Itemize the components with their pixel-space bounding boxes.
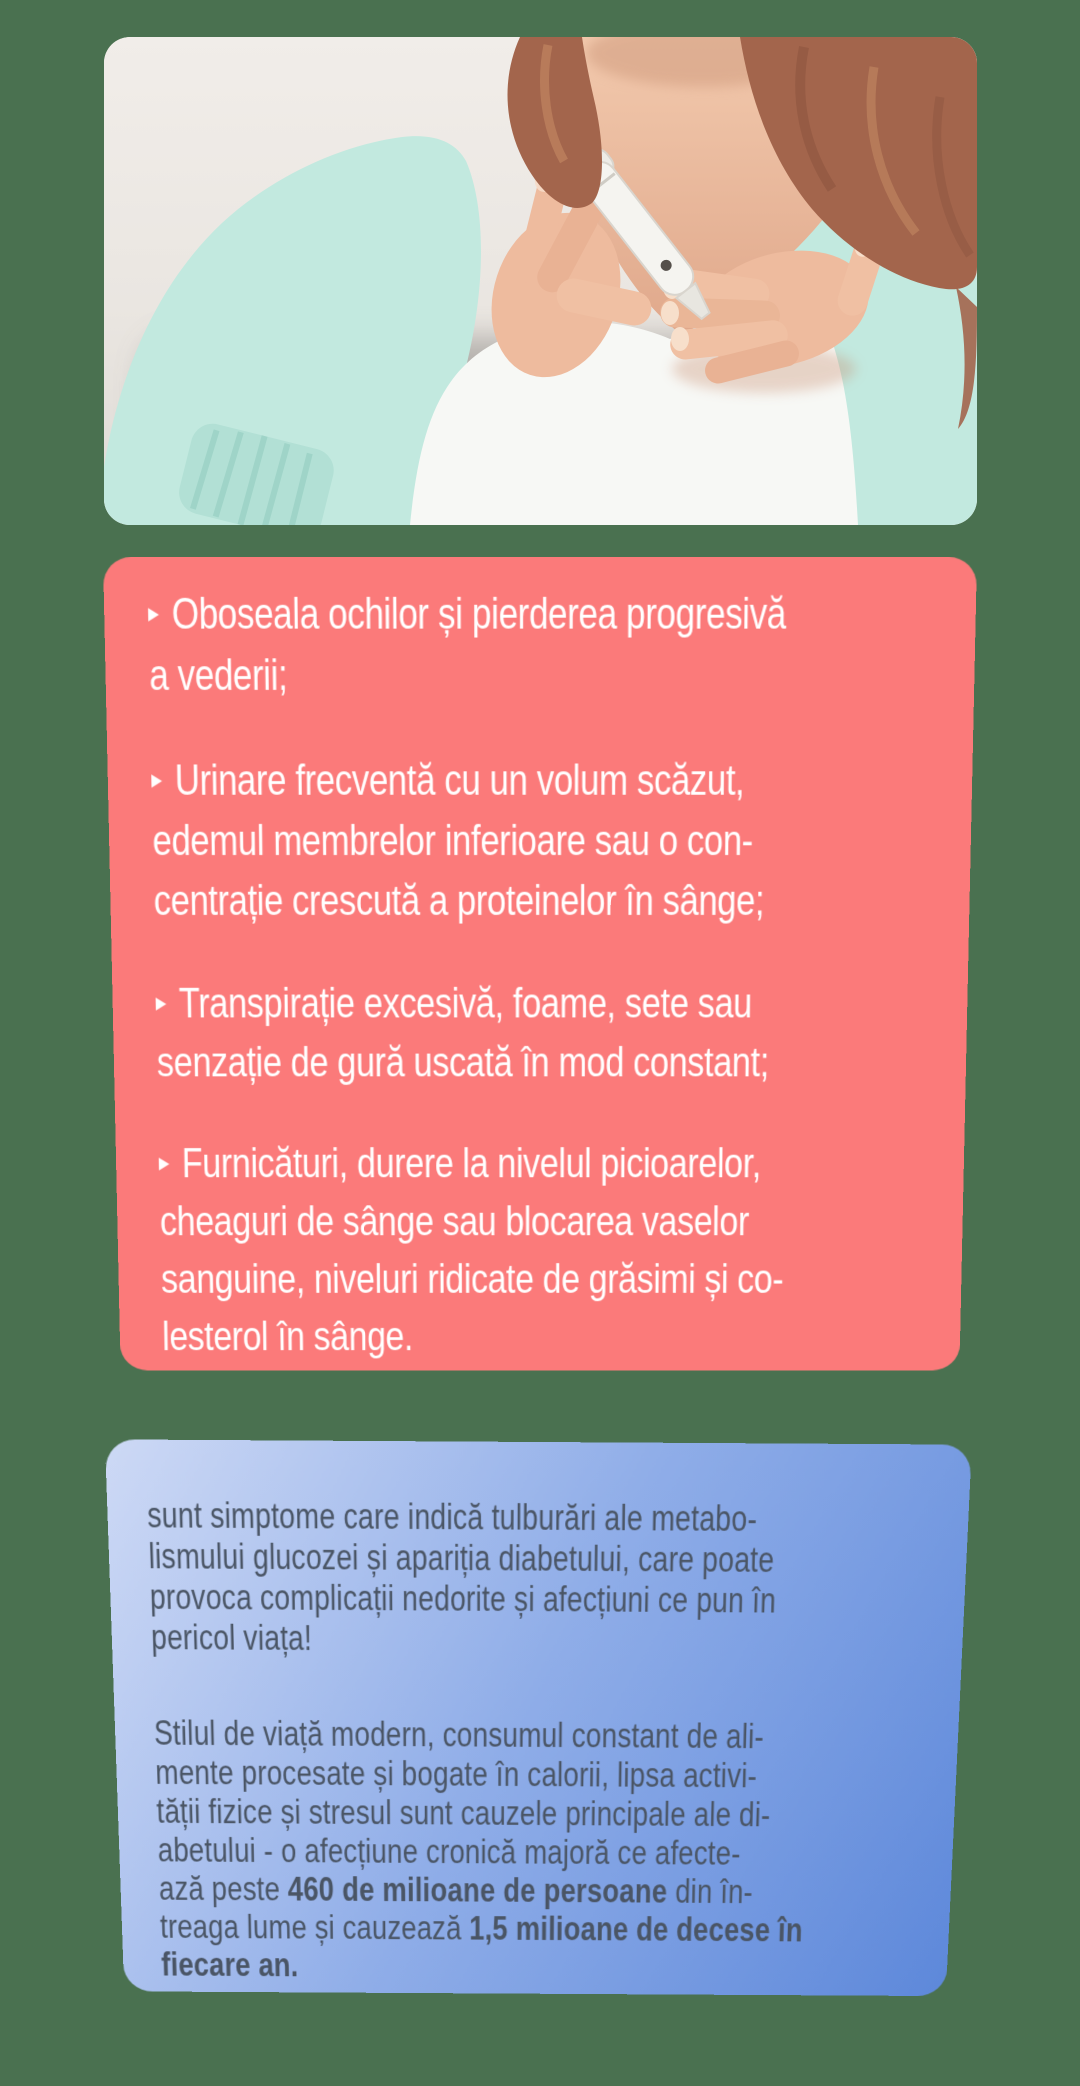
- symptom-item: [151, 750, 929, 931]
- photo-illustration: [104, 37, 977, 525]
- symptom-text: Furnicături, durere la nivelul picioarelor, cheaguri de sânge sau blocarea vaselor sanguine, niveluri ridicate de grăsimi și co- lesterol în sânge.: [159, 1140, 784, 1360]
- info-paragraphs: [147, 1495, 930, 1988]
- info-text-bold: 460 de milioane de persoane: [287, 1870, 668, 1910]
- symptoms-card: [103, 557, 977, 1370]
- info-card: [105, 1439, 972, 1996]
- info-paragraph: [153, 1714, 920, 1988]
- symptom-text: Urinare frecventă cu un volum scăzut, edemul membrelor inferioare sau o con- centrație crescută a proteinelor în sânge;: [152, 756, 765, 925]
- bullet-arrow-icon: ▸: [151, 764, 163, 795]
- symptom-item: [155, 973, 925, 1092]
- symptom-text: Oboseala ochilor și pierderea progresivă a vederii;: [148, 589, 787, 700]
- symptom-item: [148, 583, 933, 707]
- symptoms-list: [148, 583, 933, 1366]
- symptom-text: Transpirație excesivă, foame, sete sau senzație de gură uscată în mod constant;: [156, 980, 770, 1086]
- bullet-arrow-icon: ▸: [158, 1148, 170, 1178]
- patient-photo-card: [104, 37, 977, 525]
- info-text: Stilul de viață modern, consumul constant de ali- mente procesate și bogate în calorii, lipsa activi- tății fizice și stresul sunt cauzele principale ale di- abetului - o afecțiune cronică majoră ce afecte- ază peste: [153, 1713, 771, 1908]
- bullet-arrow-icon: ▸: [155, 987, 167, 1018]
- info-paragraph: [147, 1495, 930, 1662]
- info-text: sunt simptome care indică tulburări ale metabo- lismului glucozei și apariția diabetului, care poate provoca complicații nedorite și afecțiuni ce pun în pericol viața!: [146, 1494, 777, 1658]
- info-text-bold: 1,5 milioane de decese în fiecare an.: [160, 1909, 804, 1984]
- bullet-arrow-icon: ▸: [147, 597, 160, 629]
- symptom-item: [158, 1134, 922, 1366]
- info-text: din în- treaga lume și cauzează: [159, 1872, 754, 1947]
